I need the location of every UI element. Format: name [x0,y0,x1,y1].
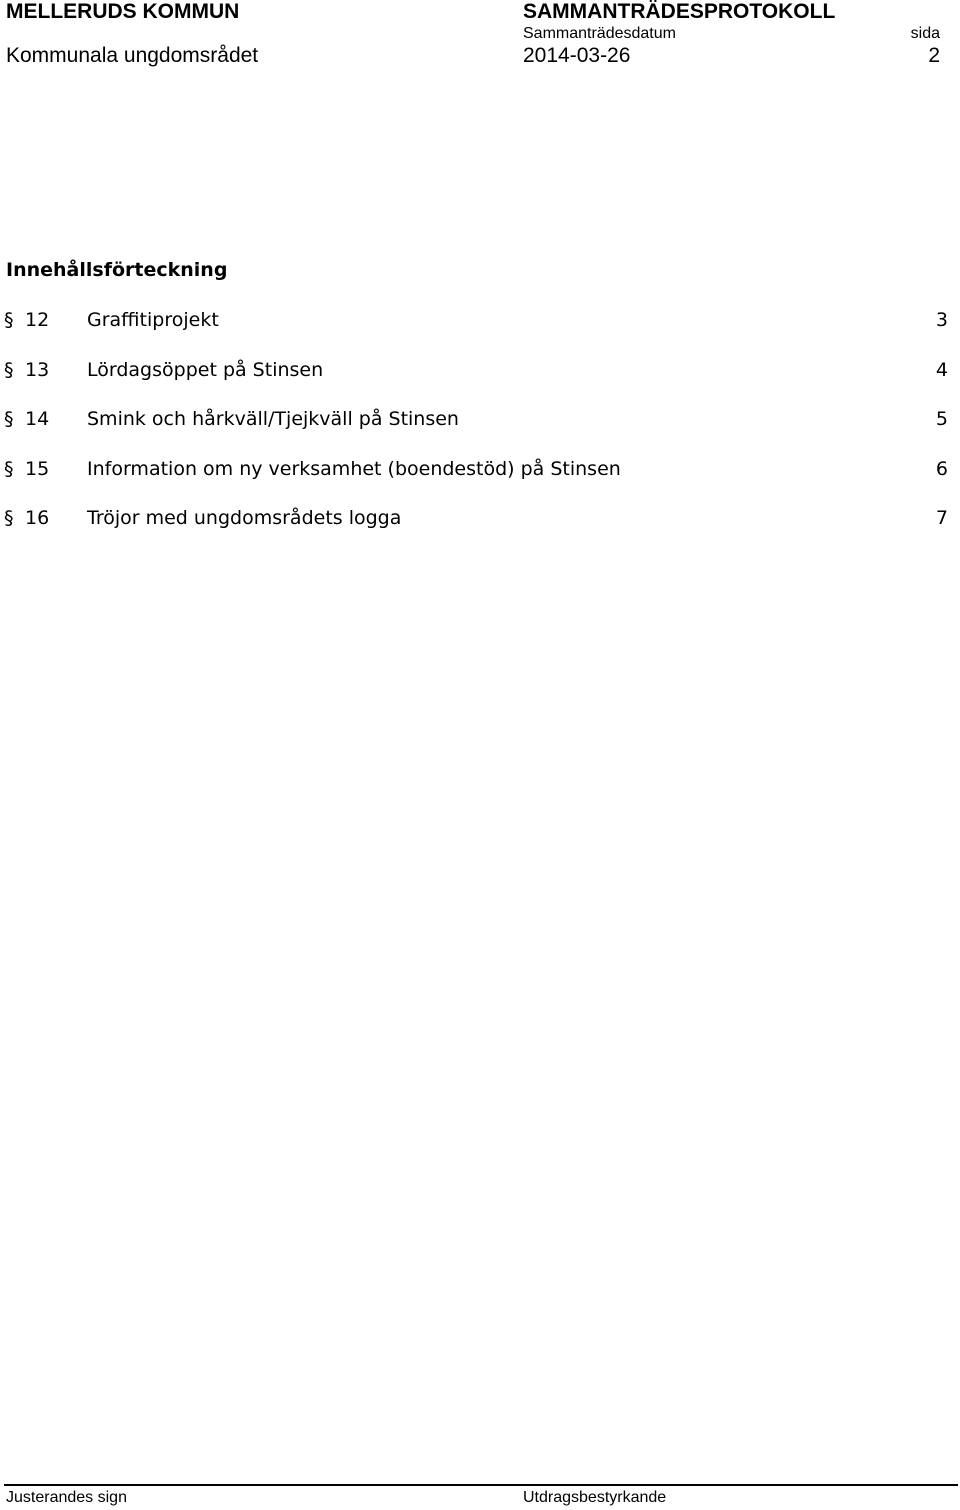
toc-item [4,357,948,407]
section-symbol: § [4,358,14,381]
section-title: Graffitiprojekt [87,309,219,331]
organization-name: MELLERUDS KOMMUN [6,0,240,23]
section-number: 14 [25,408,50,430]
adjuster-signature-label: Justerandes sign [6,1489,127,1506]
table-of-contents [4,307,948,555]
meeting-date: 2014-03-26 [523,44,631,67]
toc-item [4,505,948,555]
section-page: 7 [935,507,948,529]
section-number: 13 [25,358,50,381]
section-number: 15 [25,457,50,480]
document-type: SAMMANTRÄDESPROTOKOLL [523,0,836,23]
section-number: 12 [25,309,50,331]
section-page: 5 [935,408,948,430]
section-number: 16 [25,507,50,529]
toc-item [4,307,948,357]
toc-title: Innehållsförteckning [6,259,228,281]
section-page: 3 [935,309,948,331]
date-label: Sammanträdesdatum [523,25,676,42]
toc-item [4,406,948,456]
section-symbol: § [4,457,14,480]
section-page: 4 [935,358,948,381]
footer-divider [4,1484,958,1486]
section-title: Lördagsöppet på Stinsen [87,358,324,381]
section-symbol: § [4,507,14,529]
section-symbol: § [4,309,14,331]
section-title: Information om ny verksamhet (boendestöd) på Stinsen [87,457,621,480]
extract-certification-label: Utdragsbestyrkande [523,1489,667,1506]
section-title: Smink och hårkväll/Tjejkväll på Stinsen [87,408,459,430]
page-label: sida [910,25,940,42]
section-title: Tröjor med ungdomsrådets logga [87,507,402,529]
toc-item [4,456,948,506]
section-page: 6 [935,457,948,480]
committee-name: Kommunala ungdomsrådet [6,44,259,67]
section-symbol: § [4,408,14,430]
page-number: 2 [928,44,940,67]
